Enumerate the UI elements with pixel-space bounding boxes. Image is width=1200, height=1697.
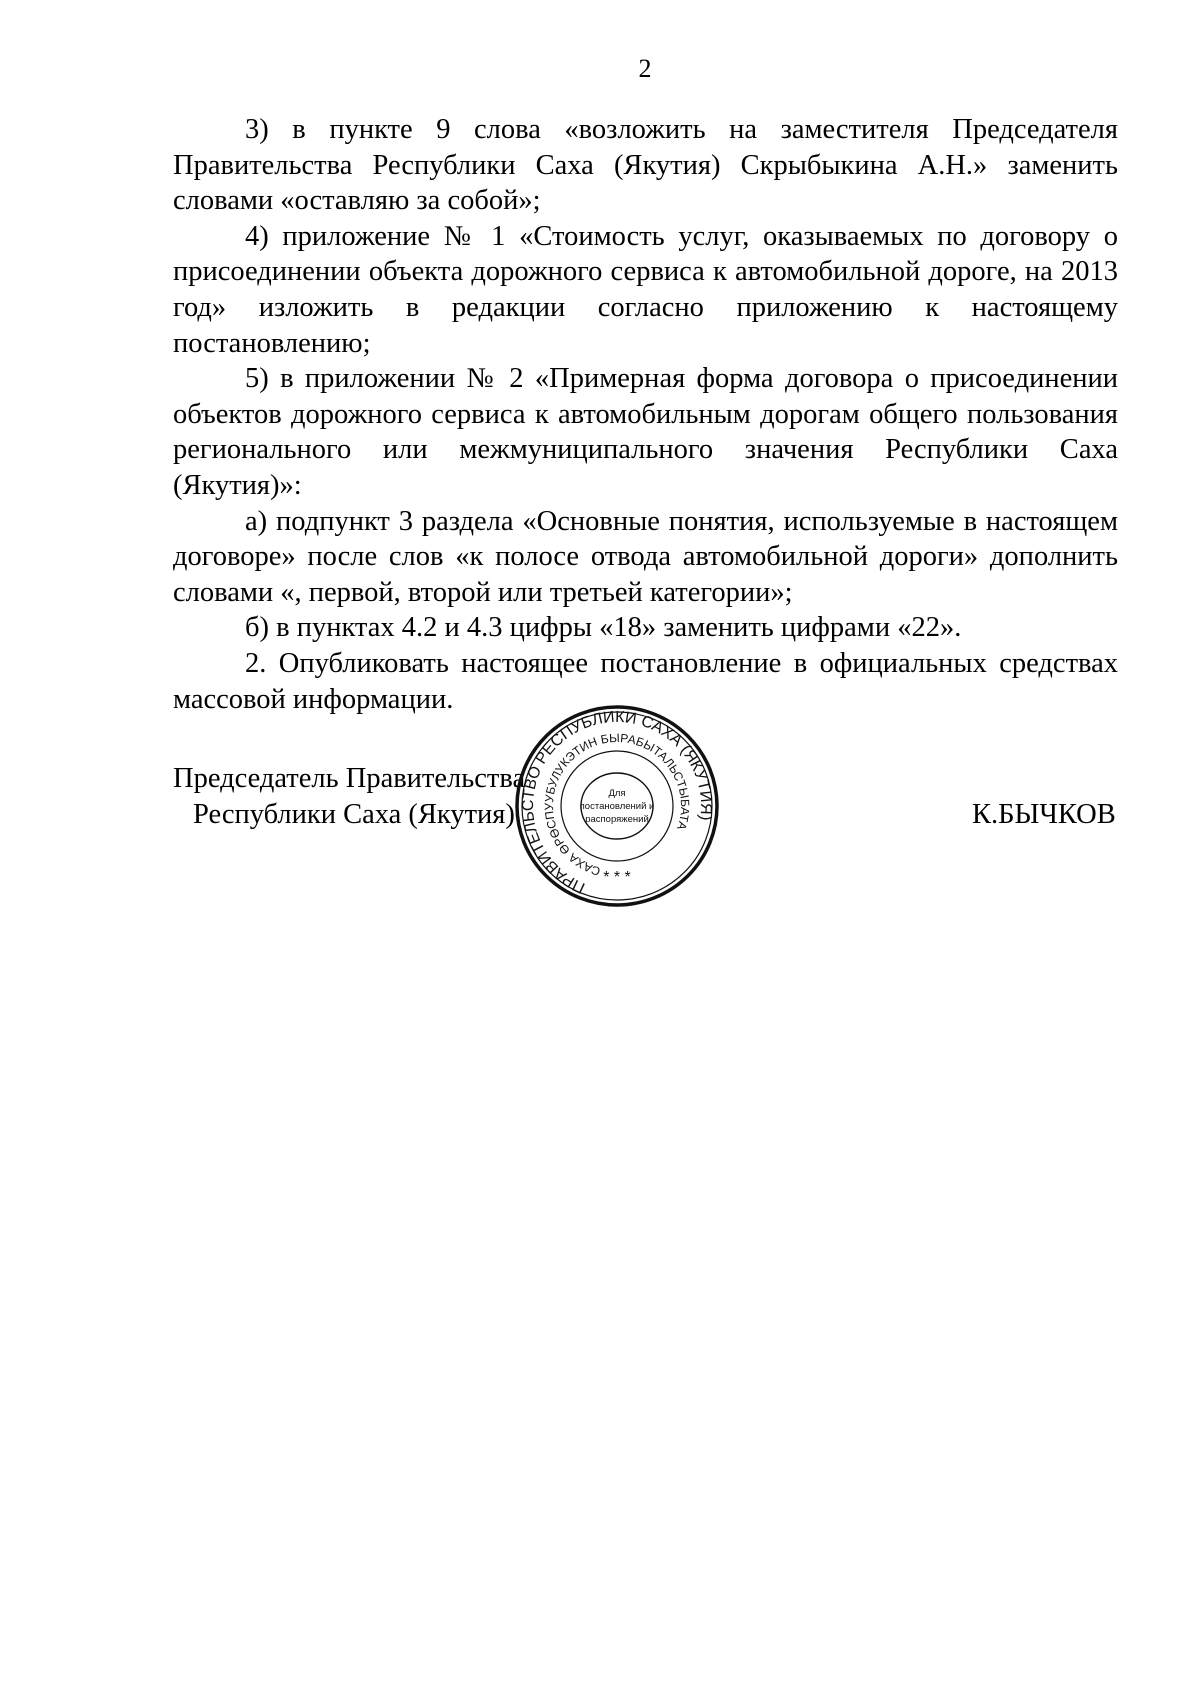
seal-center-line1: Для [608, 788, 626, 799]
seal-center-line3: распоряжений [585, 814, 649, 825]
paragraph-item-4: 4) приложение № 1 «Стоимость услуг, оказываемых по договору о присоединении объекта дорожного сервиса к автомобильной дороге, на 2013 год» изложить в редакции согласно приложению к настоящему постановлению; [173, 220, 1118, 359]
seal-inner-text: САХА ӨРӨСПУУБУЛУКЭТИН БЫРАБЫТАЛЬСТЫБАТА [541, 730, 693, 879]
paragraph-publish: 2. Опубликовать настоящее постановление в официальных средствах массовой информации. [173, 647, 1118, 715]
paragraph-item-3: 3) в пункте 9 слова «возложить на заместителя Председателя Правительства Республики Саха (Якутия) Скрыбыкина А.Н.» заменить словами «оставляю за собой»; [173, 114, 1118, 217]
paragraph-subitem-b: б) в пунктах 4.2 и 4.3 цифры «18» заменить цифрами «22». [245, 612, 962, 644]
seal-center-line2: постановлений и [579, 801, 655, 812]
signatory-name: К.БЫЧКОВ [972, 799, 1116, 830]
seal-outer-text: ПРАВИТЕЛЬСТВО РЕСПУБЛИКИ САХА (ЯКУТИЯ) [519, 708, 715, 897]
signatory-title-line2: Республики Саха (Якутия) [193, 799, 515, 830]
signatory-title-line1: Председатель Правительства [173, 763, 526, 794]
seal-stars: * * * [603, 869, 631, 886]
paragraph-subitem-a: а) подпункт 3 раздела «Основные понятия, используемые в настоящем договоре» после слов «к полосе отвода автомобильной дороги» дополнить словами «, первой, второй или третьей категории»; [173, 505, 1118, 608]
official-seal [514, 704, 720, 908]
document-body [173, 112, 1118, 717]
page-number: 2 [638, 54, 652, 83]
seal-stamp-icon [514, 704, 720, 908]
paragraph-item-5: 5) в приложении № 2 «Примерная форма договора о присоединении объектов дорожного сервиса к автомобильным дорогам общего пользования регионального или межмуниципального значения Республики Саха (Якутия)»: [173, 363, 1118, 501]
